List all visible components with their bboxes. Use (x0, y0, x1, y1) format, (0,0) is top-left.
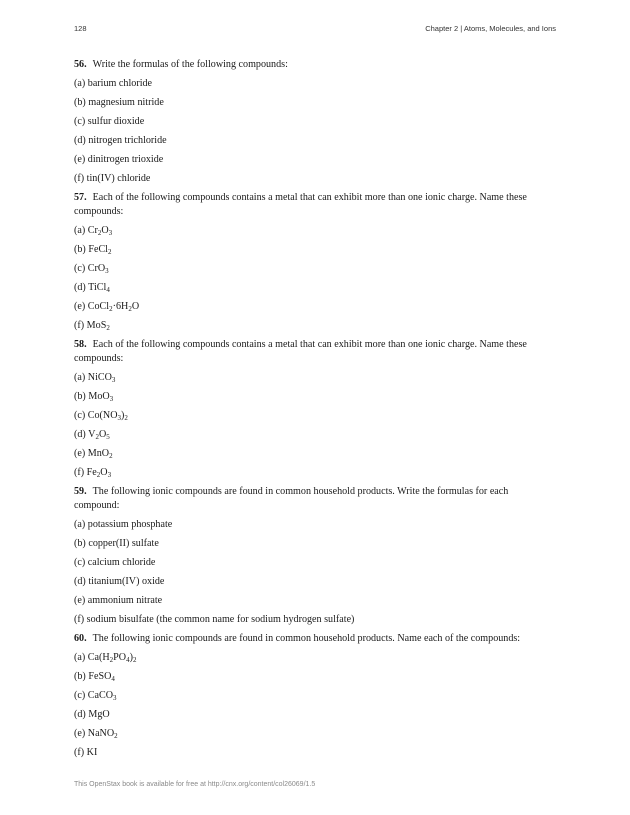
chapter-title: Chapter 2 | Atoms, Molecules, and Ions (425, 24, 556, 33)
answer-option: (a) $Ca(H_2PO_4)_2$ (74, 652, 137, 664)
answer-option: (d) nitrogen trichloride (74, 135, 167, 146)
answer-option: (c) CaCO$_3$ (74, 690, 117, 702)
page-header (74, 24, 556, 38)
answer-option: (e) $CoCl_2\cdot 6H_2O$ (74, 301, 140, 313)
exercise-list (74, 58, 556, 765)
answer-option: (d) $V_2O_5$ (74, 429, 110, 441)
answer-option: (c) calcium chloride (74, 557, 156, 568)
question-number: 59. (74, 486, 87, 497)
answer-option: (a) barium chloride (74, 78, 153, 89)
answer-option: (b) MoO$_3$ (74, 391, 114, 403)
answer-option: (a) potassium phosphate (74, 519, 173, 530)
page-footer: This OpenStax book is available for free at http://cnx.org/content/col26069/1.5 (74, 781, 316, 788)
question (74, 58, 556, 72)
answer-option: (f) sodium bisulfate (the common name for sodium hydrogen sulfate) (74, 614, 355, 625)
answer-option: (e) ammonium nitrate (74, 595, 163, 606)
answer-option: (c) sulfur dioxide (74, 116, 145, 127)
answer-option: (e) dinitrogen trioxide (74, 154, 164, 165)
answer-option: (f) MoS$_2$ (74, 320, 110, 332)
question-number: 57. (74, 192, 87, 203)
answer-option: (b) magnesium nitride (74, 97, 164, 108)
question-text: Write the formulas of the following compounds: (92, 59, 288, 70)
answer-option: (d) titanium(IV) oxide (74, 576, 165, 587)
answer-option: (c) $Co(NO_3)_2$ (74, 410, 128, 422)
question (74, 485, 556, 513)
answer-option: (d) TiCl$_4$ (74, 282, 110, 294)
answer-option: (a) NiCO$_3$ (74, 372, 116, 384)
question-text: Each of the following compounds contains a metal that can exhibit more than one ionic charge. Name these compounds: (74, 339, 527, 364)
question-text: Each of the following compounds contains a metal that can exhibit more than one ionic charge. Name these compounds: (74, 192, 527, 217)
question (74, 338, 556, 366)
answer-option: (f) KI (74, 747, 98, 758)
question-number: 58. (74, 339, 87, 350)
question-text: The following ionic compounds are found in common household products. Write the formulas for each compound: (74, 486, 509, 511)
answer-option: (e) MnO$_2$ (74, 448, 113, 460)
question-number: 56. (74, 59, 87, 70)
answer-option: (b) FeCl$_2$ (74, 244, 112, 256)
question (74, 191, 556, 219)
question-number: 60. (74, 633, 87, 644)
answer-option: (e) NaNO$_2$ (74, 728, 118, 740)
question (74, 632, 556, 646)
answer-option: (f) tin(IV) chloride (74, 173, 151, 184)
answer-option: (b) copper(II) sulfate (74, 538, 159, 549)
answer-option: (f) $Fe_2O_3$ (74, 467, 112, 479)
answer-option: (d) MgO (74, 709, 110, 720)
page-number: 128 (74, 24, 87, 33)
answer-option: (c) CrO$_3$ (74, 263, 109, 275)
question-text: The following ionic compounds are found in common household products. Name each of the compounds: (92, 633, 521, 644)
answer-option: (b) FeSO$_4$ (74, 671, 115, 683)
answer-option: (a) $Cr_2O_3$ (74, 225, 113, 237)
